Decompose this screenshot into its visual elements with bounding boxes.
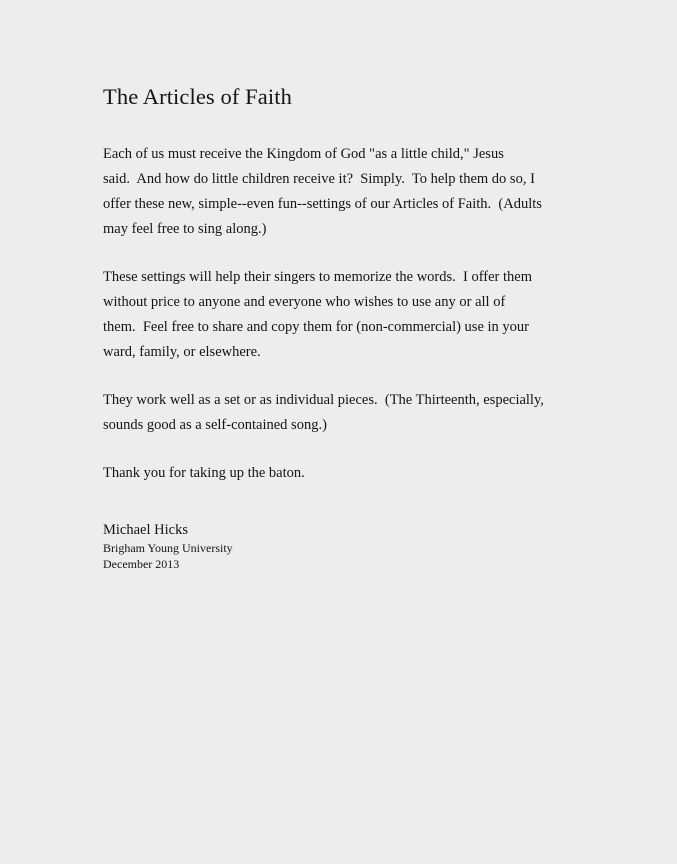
paragraph-line: said. And how do little children receive it? Simply. To help them do so, I	[103, 171, 535, 187]
paragraph-line: They work well as a set or as individual pieces. (The Thirteenth, especially,	[103, 392, 544, 408]
paragraph-usage	[103, 265, 533, 365]
paragraph-line: without price to anyone and everyone who wishes to use any or all of	[103, 294, 506, 310]
paragraph-line: offer these new, simple--even fun--settings of our Articles of Faith. (Adults	[103, 196, 542, 212]
paragraph-thanks	[103, 461, 533, 486]
signature-affiliation: Brigham Young University	[103, 541, 233, 555]
paragraph-line: sounds good as a self-contained song.)	[103, 417, 327, 433]
signature-block	[103, 520, 533, 572]
paragraph-line: ward, family, or elsewhere.	[103, 344, 261, 360]
signature-date: December 2013	[103, 557, 180, 571]
paragraph-line: Thank you for taking up the baton.	[103, 465, 305, 481]
paragraph-line: These settings will help their singers to memorize the words. I offer them	[103, 269, 532, 285]
paragraph-line: them. Feel free to share and copy them for (non-commercial) use in your	[103, 319, 529, 335]
paragraph-line: may feel free to sing along.)	[103, 221, 267, 237]
document-title: The Articles of Faith	[103, 84, 292, 109]
document-content	[103, 83, 544, 572]
signature-name: Michael Hicks	[103, 522, 188, 538]
paragraph-line: Each of us must receive the Kingdom of God "as a little child," Jesus	[103, 146, 504, 162]
paragraph-intro	[103, 142, 542, 242]
paragraph-set-note	[103, 388, 544, 438]
